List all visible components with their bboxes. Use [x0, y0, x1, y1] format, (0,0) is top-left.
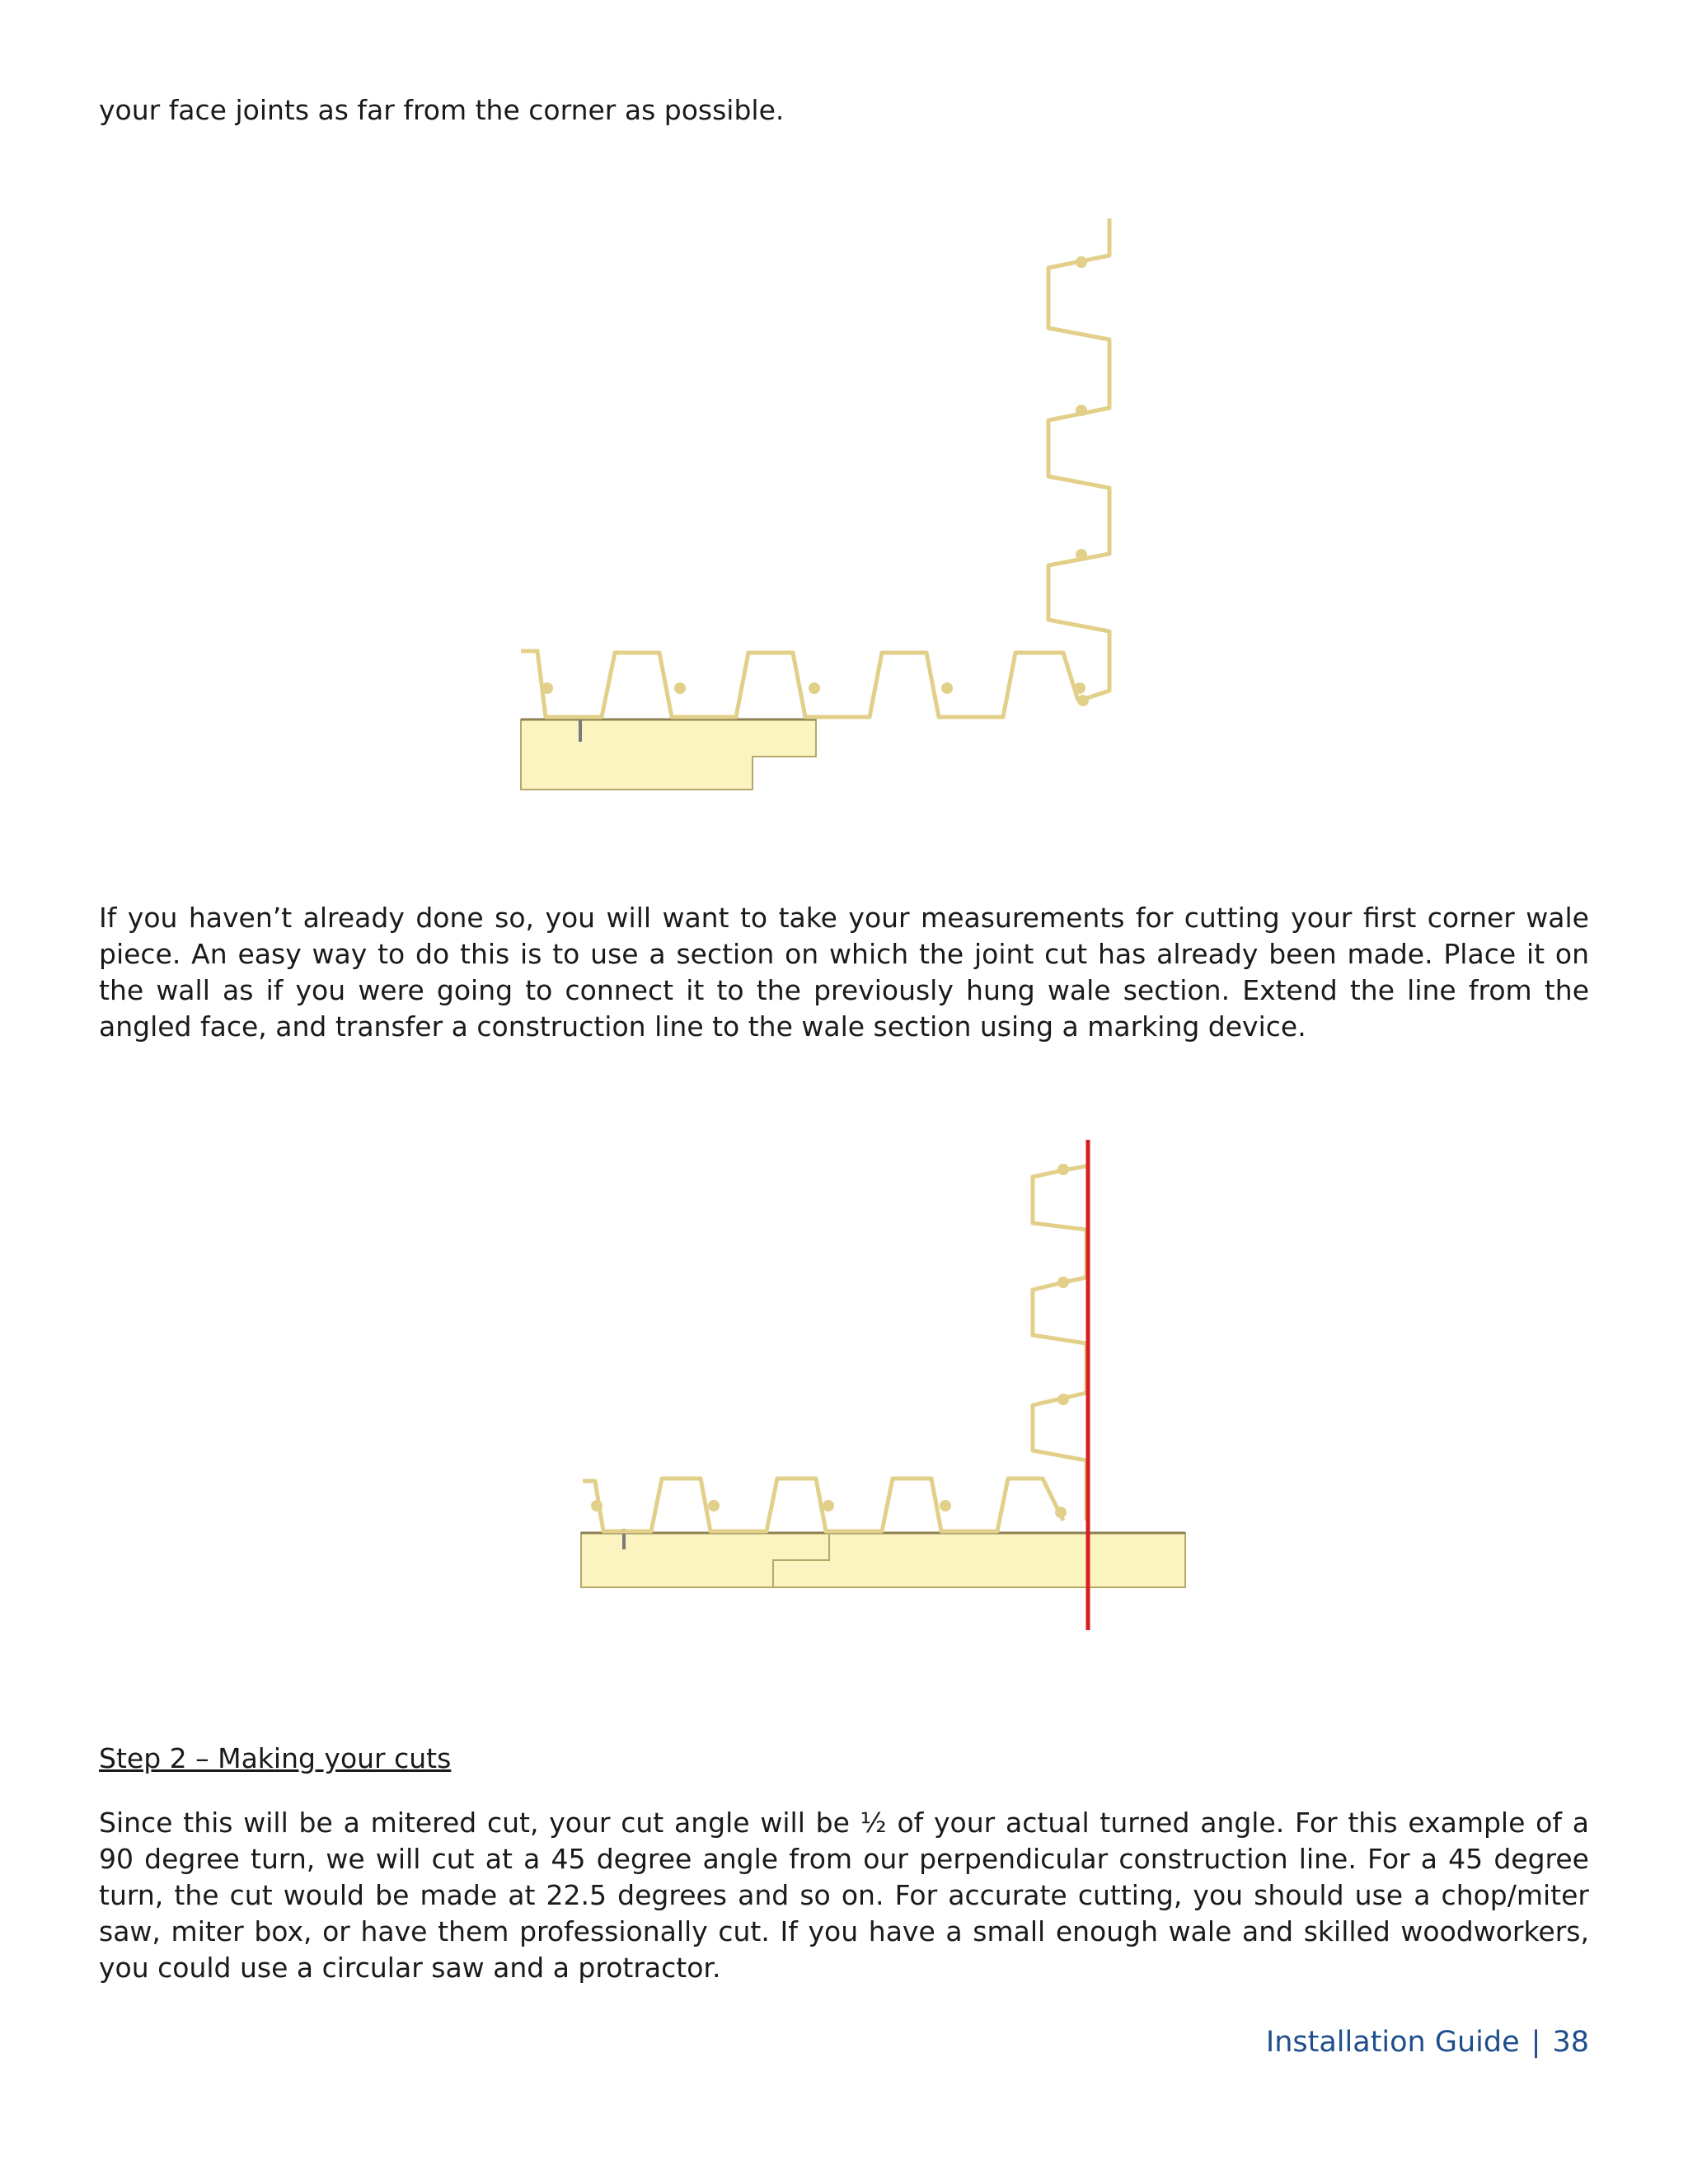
sheet-pile-vertical — [1033, 1166, 1086, 1521]
footer-label: Installation Guide — [1265, 2026, 1520, 2059]
footer-separator: | — [1531, 2026, 1541, 2059]
intro-paragraph: your face joints as far from the corner as possible. — [99, 94, 785, 126]
measure-paragraph: If you haven’t already done so, you will want to take your measurements for cutting your first corner wale piece. An easy way to do this is to use a section on which the joint cut has already been made. Place it on the wall as if you were going to connect it to the previously hung wale section. Extend the line from the angled face, and transfer a construction line to the wale section using a marking device. — [99, 902, 1589, 1043]
cuts-paragraph: Since this will be a mitered cut, your cut angle will be ½ of your actual turned angle. For this example of a 90 degree turn, we will cut at a 45 degree angle from our perpendicular construction line. For a 45 degree turn, the cut would be made at 22.5 degrees and so on. For accurate cutting, you should use a chop/miter saw, miter box, or have them professionally cut. If you have a small enough wale and skilled woodworkers, you could use a circular saw and a protractor. — [99, 1807, 1589, 1984]
page-footer — [1266, 2026, 1589, 2059]
wale-board — [581, 1533, 1185, 1587]
step-heading: Step 2 – Making your cuts — [99, 1742, 452, 1774]
page-number: 38 — [1552, 2026, 1589, 2059]
